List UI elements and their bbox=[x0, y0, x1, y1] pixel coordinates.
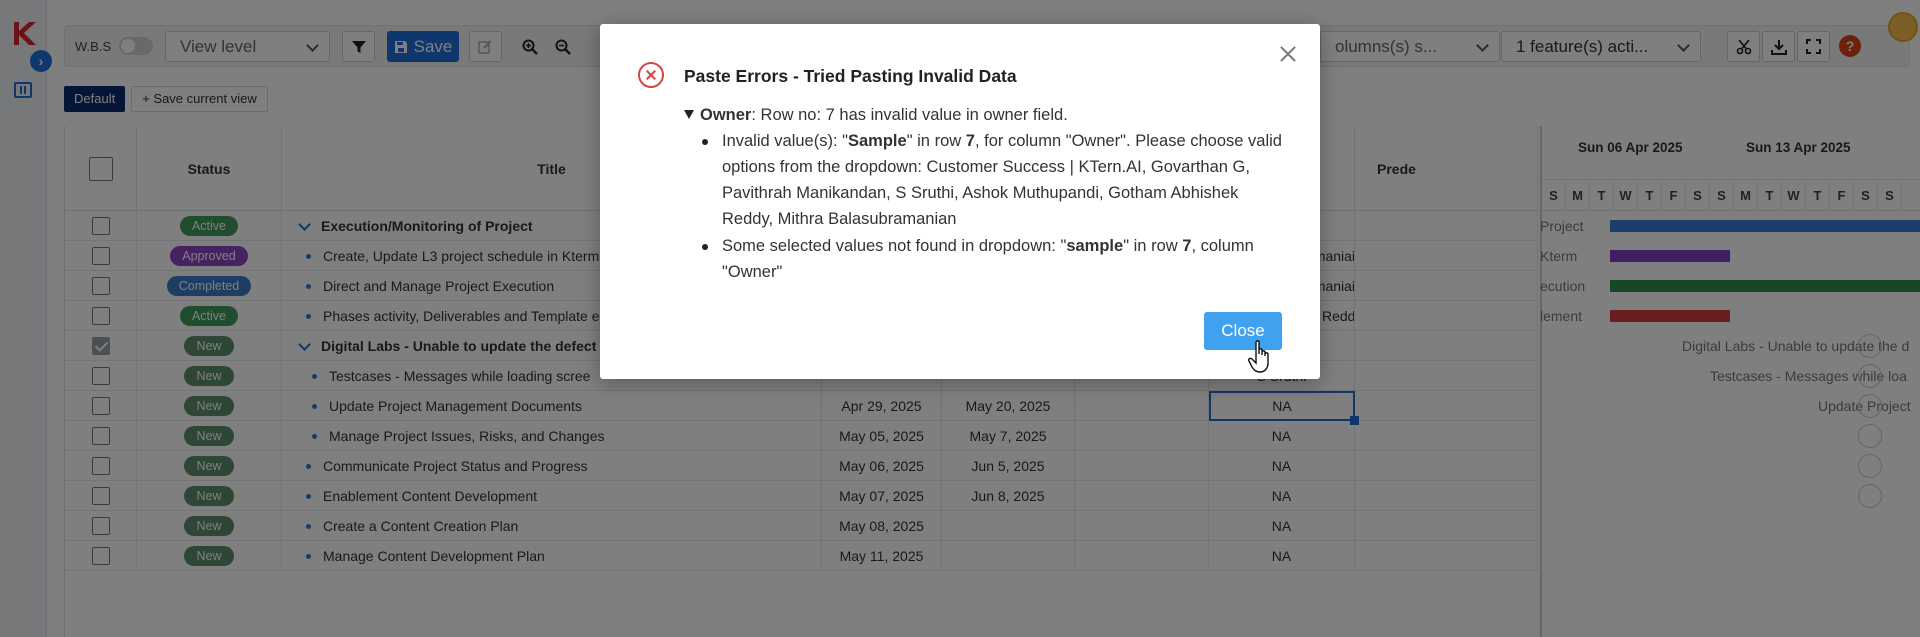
close-button[interactable]: Close bbox=[1204, 312, 1282, 350]
summary-field: Owner bbox=[700, 106, 752, 124]
error-text: Some selected values not found in dropdown: " bbox=[722, 237, 1067, 255]
error-summary[interactable] bbox=[684, 102, 1284, 128]
dialog-body bbox=[684, 102, 1284, 286]
error-text: , column "Owner" bbox=[722, 237, 1254, 281]
error-item bbox=[722, 128, 1284, 232]
disclosure-triangle-icon bbox=[684, 110, 694, 119]
summary-text: : Row no: 7 has invalid value in owner field. bbox=[751, 106, 1068, 124]
paste-errors-dialog bbox=[600, 24, 1320, 379]
error-item bbox=[722, 233, 1284, 285]
error-row: 7 bbox=[965, 132, 975, 150]
error-text: " in row bbox=[906, 132, 966, 150]
error-value: Sample bbox=[848, 132, 907, 150]
dialog-title: Paste Errors - Tried Pasting Invalid Data bbox=[684, 66, 1017, 86]
error-icon bbox=[638, 62, 664, 88]
error-text: , for column "Owner". Please choose valid options from the dropdown: Customer Success | KTern.AI, Govarthan G, Pavithrah Manikandan, S Sruthi, Ashok Muthupandi, Gotham Abhishek Reddy, Mithra Balasubramanian bbox=[722, 132, 1282, 228]
error-text: " in row bbox=[1123, 237, 1183, 255]
close-icon[interactable] bbox=[1278, 44, 1298, 64]
error-list bbox=[722, 128, 1284, 285]
hand-cursor-icon bbox=[1248, 340, 1274, 374]
error-value: sample bbox=[1066, 237, 1124, 255]
error-text: Invalid value(s): " bbox=[722, 132, 848, 150]
error-row: 7 bbox=[1182, 237, 1192, 255]
